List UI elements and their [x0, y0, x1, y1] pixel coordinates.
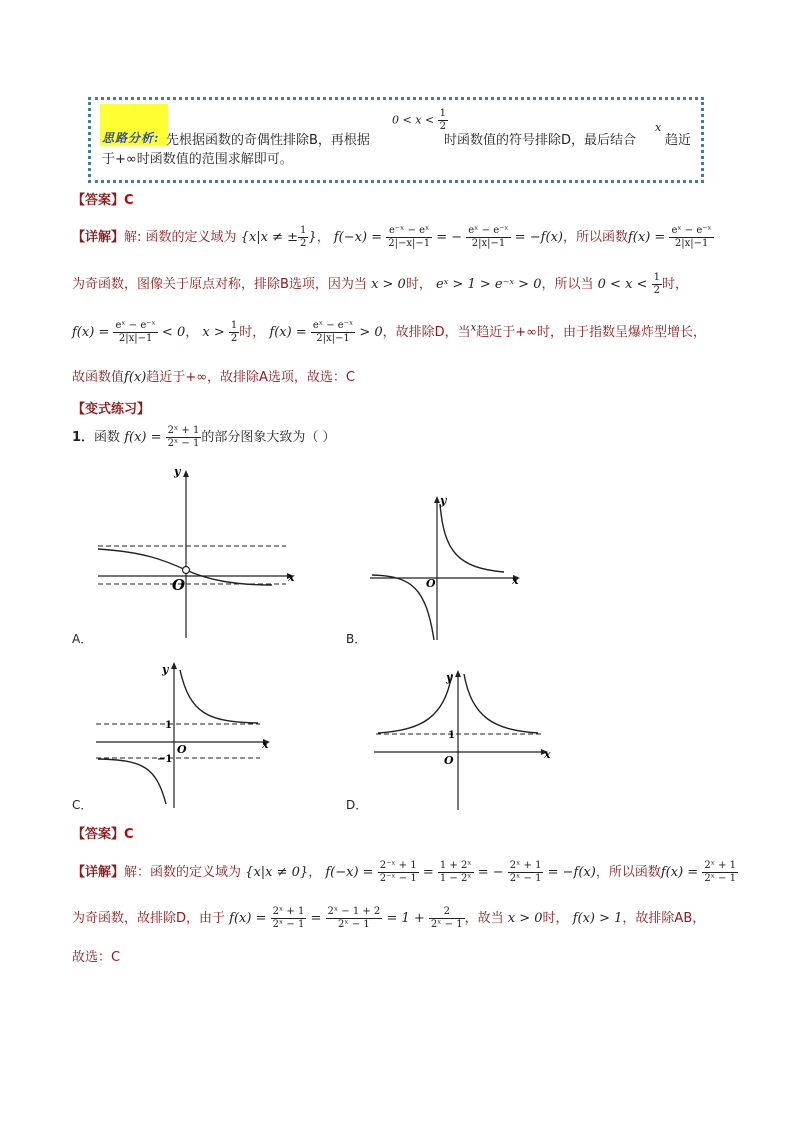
detail-2-line-2: 为奇函数，故排除D，由于 f(x) = $\frac{\text{2ˣ + 1}}{\text{2ˣ − 1}}$ = $\frac{\text{2ˣ − 1 + 2}}{\text{2ˣ − 1}}$ = 1 + $\frac{2}{\text{2ˣ − 1}}$ ，故当 x > 0时， f(x) > 1，故排除AB，: [72, 906, 706, 930]
graph-d-tick-1: 1: [448, 730, 455, 741]
graph-c-x-label: x: [262, 738, 269, 751]
hint-condition: 0 < x < $\frac{1}{2}$: [392, 108, 447, 132]
graph-c-curve-right: [180, 670, 258, 723]
detail-1-line-3: f(x) = $\frac{\text{eˣ − e⁻ˣ}}{2|x|-1}$ < 0， x > $\frac{1}{2}$ 时， f(x) = $\frac{\text{eˣ − e⁻ˣ}}{2|x|-1}$ > 0，故排除D，当$^x$趋近于+∞时，由于指数呈爆炸型增长，: [72, 320, 707, 344]
graph-a-open-point: [183, 567, 190, 574]
graph-b-origin-label: O: [426, 577, 436, 590]
option-c-label[interactable]: C．: [72, 798, 93, 812]
graph-c-tick-neg-1: −1: [157, 754, 173, 765]
graph-d-origin-label: O: [444, 754, 454, 767]
graph-b-curve-left: [372, 575, 434, 640]
graph-d: [372, 664, 556, 812]
option-b-label[interactable]: B．: [346, 632, 367, 646]
graph-d-curve-right: [464, 674, 538, 733]
hint-line-1: 先根据函数的奇偶性排除B，再根据: [166, 133, 370, 148]
hint-label: 思路分析:: [102, 131, 160, 145]
detail-2-line-3: 故选：C: [72, 950, 121, 965]
graph-a-origin-label: O: [172, 576, 186, 594]
hint-line-2: 于+∞时函数值的范围求解即可。: [102, 152, 293, 167]
graph-a-x-label: x: [288, 571, 295, 584]
graph-c: [94, 656, 284, 810]
question-1: 1．函数 f(x) = $\frac{\text{2ˣ + 1}}{\text{2ˣ − 1}}$ 的部分图象大致为（ ）: [72, 425, 336, 449]
graph-a: [94, 462, 304, 642]
graph-a-y-label: y: [174, 465, 181, 478]
graph-c-origin-label: O: [177, 743, 187, 756]
graph-b-curve-right: [440, 504, 504, 572]
detail-1-line-2: 为奇函数，图像关于原点对称，排除B选项，因为当 x > 0时， eˣ > 1 > e⁻ˣ > 0，所以当 0 < x < $\frac{1}{2}$ 时，: [72, 272, 688, 296]
graph-c-tick-1: 1: [165, 720, 172, 731]
hint-line-1c: 趋近: [665, 133, 692, 148]
graph-a-y-arrow: [183, 470, 189, 477]
graph-c-y-arrow: [171, 662, 177, 669]
hint-line-1b: 时函数值的符号排除D，最后结合: [444, 133, 637, 148]
graph-d-y-arrow: [455, 670, 461, 677]
answer-2: 【答案】C: [72, 827, 134, 842]
option-d-label[interactable]: D．: [346, 798, 368, 812]
graph-b: [368, 492, 528, 642]
hint-var: x: [655, 121, 662, 134]
graph-b-x-label: x: [512, 574, 519, 587]
detail-1-line-4: 故函数值f(x)趋近于+∞，故排除A选项，故选：C: [72, 370, 356, 385]
graph-d-x-label: x: [544, 748, 551, 761]
option-a-label[interactable]: A．: [72, 632, 93, 646]
detail-1-line-1: 【详解】解: 函数的定义域为 {x|x ≠ ± $\frac{1}{2}$ }， f(−x) = $\frac{\text{e⁻ˣ − eˣ}}{2|-x|-1}$ = − $\frac{\text{eˣ − e⁻ˣ}}{2|x|-1}$ = −f(x)，所以函数f(x) = $\frac{\text{eˣ − e⁻ˣ}}{2|x|-1}$: [72, 225, 712, 249]
detail-2-line-1: 【详解】解：函数的定义域为 {x|x ≠ 0}， f(−x) = $\frac{\text{2⁻ˣ + 1}}{\text{2⁻ˣ − 1}}$ = $\frac{\text{1 + 2ˣ}}{\text{1 − 2ˣ}}$ = − $\frac{\text{2ˣ + 1}}{\text{2ˣ − 1}}$ = −f(x)，所以函数f(x) = $\frac{\text{2ˣ + 1}}{\text{2ˣ − 1}}$: [72, 860, 737, 884]
graph-d-y-label: y: [446, 671, 453, 684]
graph-c-y-label: y: [162, 663, 169, 676]
graph-b-y-label: y: [440, 494, 447, 507]
section-title: 【变式练习】: [72, 402, 151, 417]
graph-c-curve-left: [98, 759, 166, 804]
graph-d-curve-left: [378, 674, 452, 733]
answer-1: 【答案】C: [72, 193, 134, 208]
